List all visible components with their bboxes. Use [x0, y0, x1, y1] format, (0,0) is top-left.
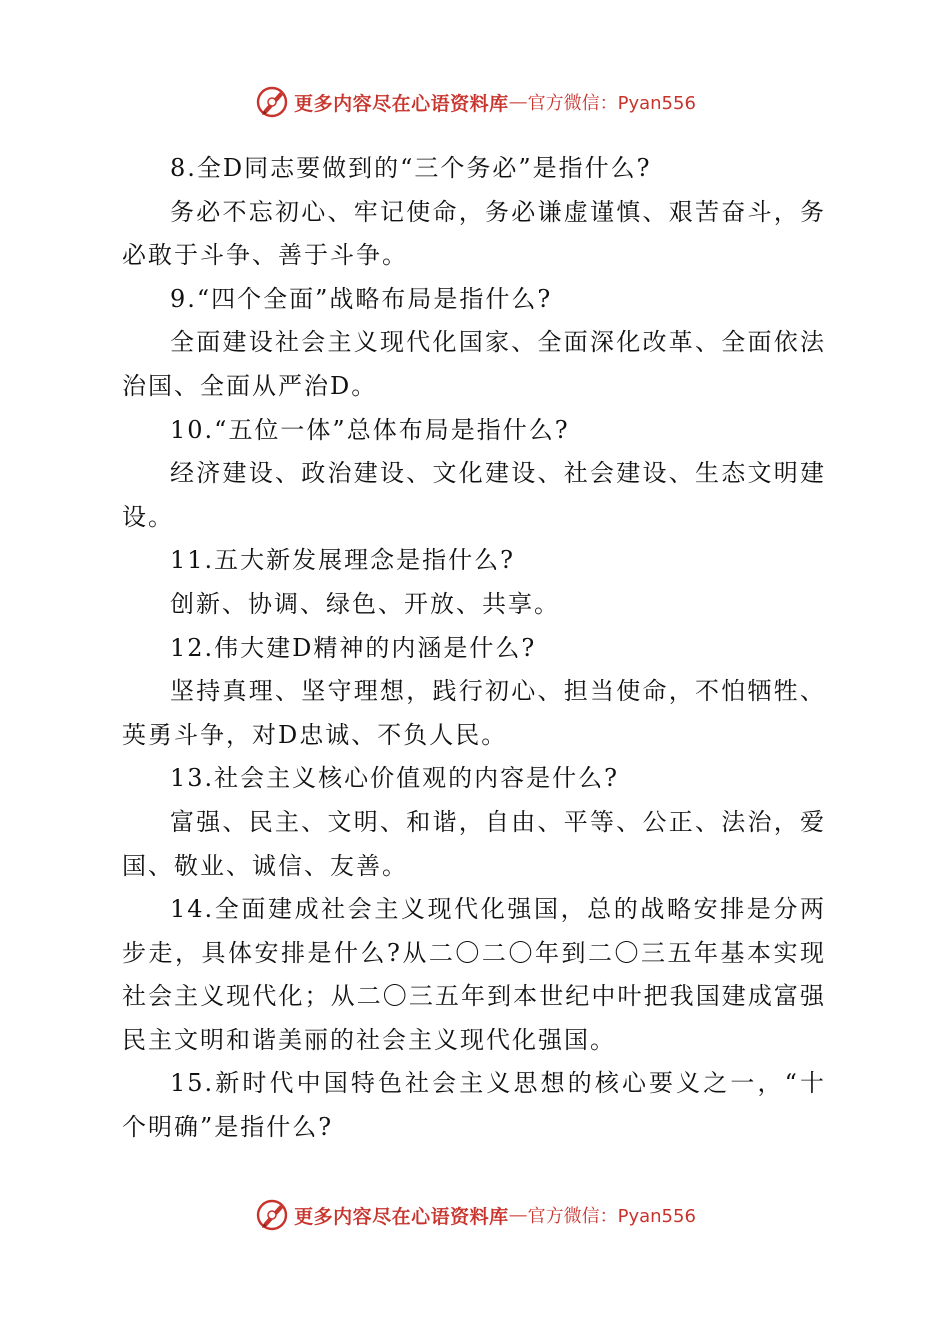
pen-logo-icon — [254, 1197, 290, 1233]
answer-9: 全面建设社会主义现代化国家、全面深化改革、全面依法治国、全面从严治D。 — [122, 328, 826, 400]
question-13: 13.社会主义核心价值观的内容是什么? — [170, 764, 620, 793]
footer-banner — [0, 1195, 950, 1235]
question-11: 11.五大新发展理念是指什么? — [170, 546, 516, 575]
banner-wechat: 官方微信：Pyan556 — [527, 93, 696, 114]
question-8: 8.全D同志要做到的“三个务必”是指什么? — [170, 154, 652, 182]
question-15: 15.新时代中国特色社会主义思想的核心要义之一，“十个明确”是指什么? — [122, 1069, 826, 1142]
question-14: 14.全面建成社会主义现代化强国，总的战略安排是分两步走，具体安排是什么?从二〇二〇年到二〇三五年基本实现社会主义现代化；从二〇三五年到本世纪中叶把我国建成富强民主文明和谐美丽的社会主义现代化强国。 — [122, 895, 826, 1054]
pen-logo-icon — [254, 84, 290, 120]
question-12: 12.伟大建D精神的内涵是什么? — [170, 633, 537, 662]
banner-site-name: 更多内容尽在心语资料库 — [294, 92, 509, 115]
banner-site-name: 更多内容尽在心语资料库 — [294, 1205, 509, 1228]
banner-separator: — — [508, 1204, 528, 1226]
answer-13: 富强、民主、文明、和谐，自由、平等、公正、法治，爱国、敬业、诚信、友善。 — [122, 807, 826, 880]
answer-8: 务必不忘初心、牢记使命，务必谦虚谨慎、艰苦奋斗，务必敢于斗争、善于斗争。 — [122, 197, 826, 270]
document-body — [122, 147, 826, 1150]
answer-11: 创新、协调、绿色、开放、共享。 — [170, 589, 560, 618]
header-banner — [0, 82, 950, 122]
answer-10: 经济建设、政治建设、文化建设、社会建设、生态文明建设。 — [122, 459, 826, 531]
banner-wechat: 官方微信：Pyan556 — [527, 1206, 696, 1227]
banner-separator: — — [508, 91, 528, 113]
question-10: 10.“五位一体”总体布局是指什么? — [170, 415, 570, 444]
answer-12: 坚持真理、坚守理想，践行初心、担当使命，不怕牺牲、英勇斗争，对D忠诚、不负人民。 — [122, 677, 826, 749]
question-9: 9.“四个全面”战略布局是指什么? — [170, 284, 553, 313]
